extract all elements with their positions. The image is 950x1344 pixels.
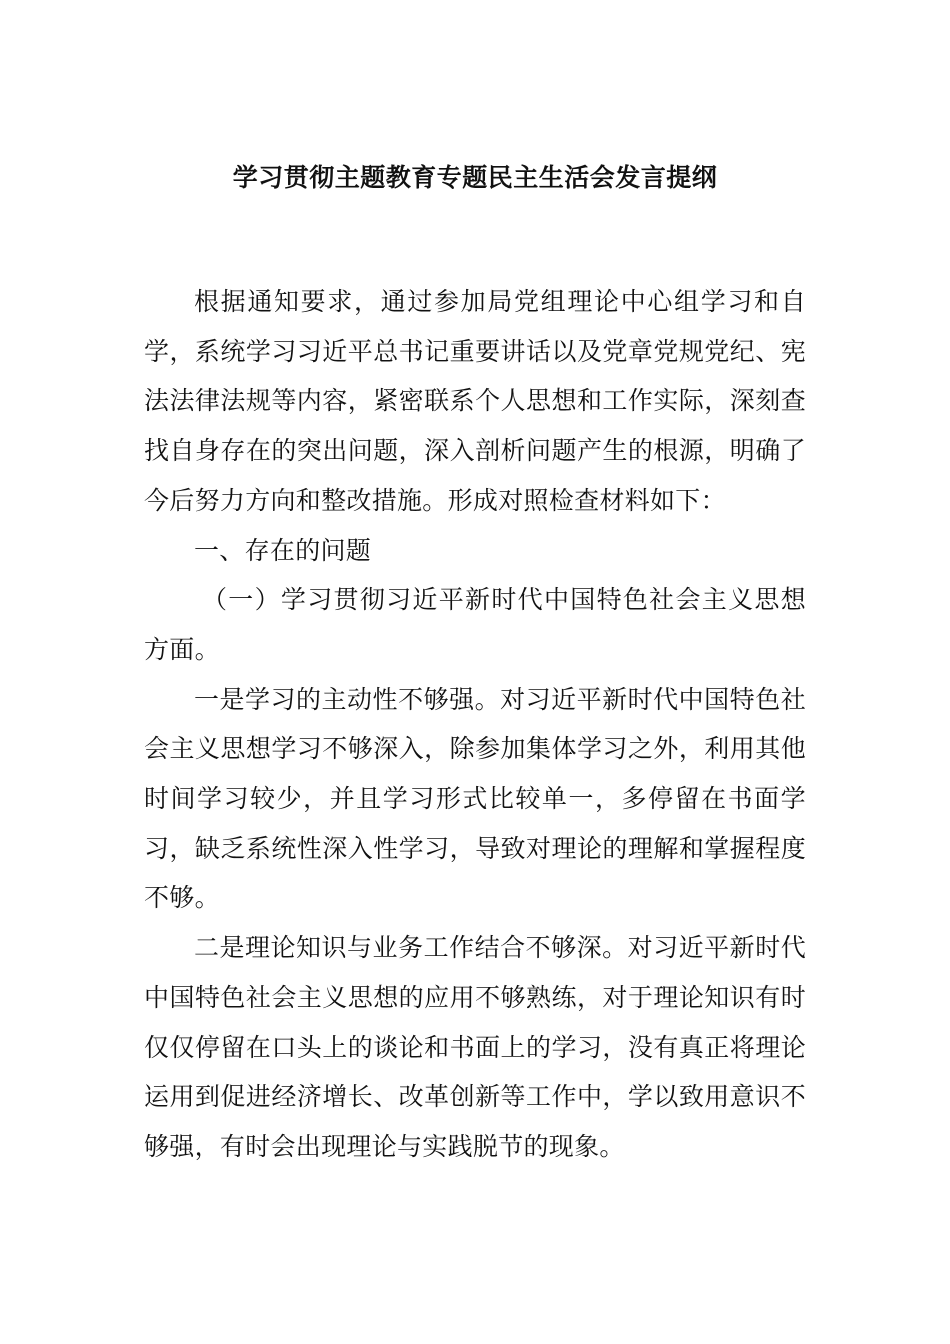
subsection-heading-study: （一）学习贯彻习近平新时代中国特色社会主义思想方面。 <box>144 585 806 664</box>
section-heading-problems: 一、存在的问题 <box>194 535 372 565</box>
intro-paragraph: 根据通知要求，通过参加局党组理论中心组学习和自学，系统学习习近平总书记重要讲话以及党章党规党纪、宪法法律法规等内容，紧密联系个人思想和工作实际，深刻查找自身存在的突出问题，深入剖析问题产生的根源，明确了今后努力方向和整改措施。形成对照检查材料如下： <box>144 287 806 515</box>
problem-paragraph-2: 二是理论知识与业务工作结合不够深。对习近平新时代中国特色社会主义思想的应用不够熟练，对于理论知识有时仅仅停留在口头上的谈论和书面上的学习，没有真正将理论运用到促进经济增长、改革创新等工作中，学以致用意识不够强，有时会出现理论与实践脱节的现象。 <box>144 933 806 1161</box>
document-body <box>144 277 806 1172</box>
problem-paragraph-1: 一是学习的主动性不够强。对习近平新时代中国特色社会主义思想学习不够深入，除参加集体学习之外，利用其他时间学习较少，并且学习形式比较单一，多停留在书面学习，缺乏系统性深入性学习，导致对理论的理解和掌握程度不够。 <box>144 684 806 913</box>
document-title: 学习贯彻主题教育专题民主生活会发言提纲 <box>232 163 718 192</box>
